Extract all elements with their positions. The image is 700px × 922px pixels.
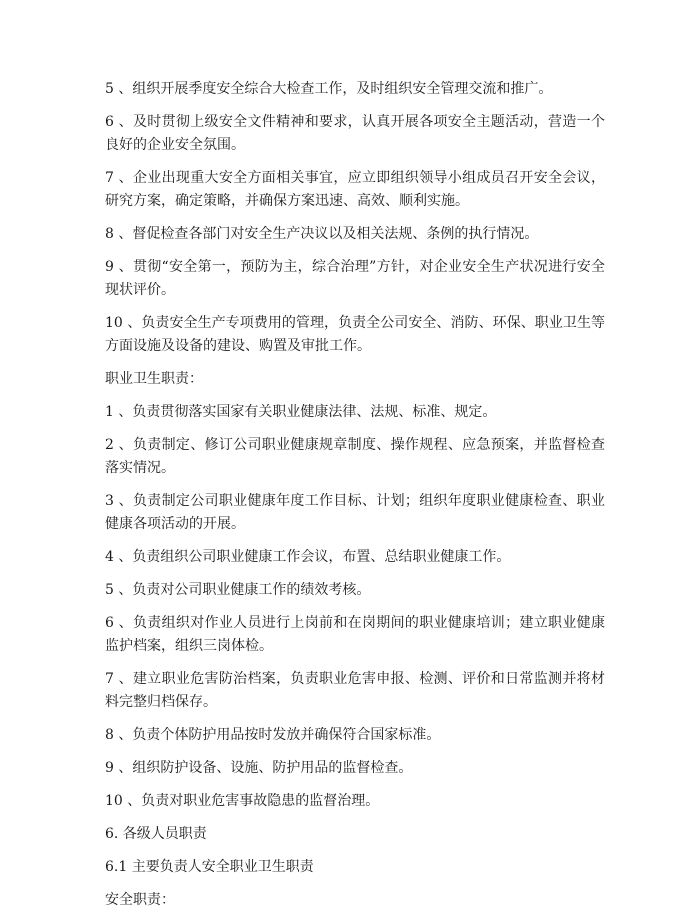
paragraph-health-item-1: 1 、负责贯彻落实国家有关职业健康法律、法规、标准、规定。 [105, 404, 497, 420]
paragraph-health-item-6: 6 、负责组织对作业人员进行上岗前和在岗期间的职业健康培训；建立职业健康监护档案，组织三岗体检。 [105, 615, 605, 654]
section-heading-6-personnel-duties: 6. 各级人员职责 [105, 826, 207, 842]
paragraph-health-item-8: 8 、负责个体防护用品按时发放并确保符合国家标准。 [105, 727, 441, 743]
paragraph-item-6-safety-activities: 6 、及时贯彻上级安全文件精神和要求，认真开展各项安全主题活动，营造一个良好的企业安全氛围。 [105, 114, 605, 153]
paragraph-health-item-10: 10 、负责对职业危害事故隐患的监督治理。 [105, 793, 380, 809]
paragraph-health-item-2: 2 、负责制定、修订公司职业健康规章制度、操作规程、应急预案，并监督检查落实情况。 [105, 437, 605, 476]
document-page [105, 78, 605, 922]
section-heading-occupational-health-duties: 职业卫生职责： [105, 371, 203, 387]
paragraph-health-item-9: 9 、组织防护设备、设施、防护用品的监督检查。 [105, 760, 413, 776]
paragraph-item-10-safety-expenses: 10 、负责安全生产专项费用的管理，负责全公司安全、消防、环保、职业卫生等方面设施及设备的建设、购置及审批工作。 [105, 315, 605, 354]
paragraph-item-9-safety-policy: 9 、贯彻“安全第一，预防为主，综合治理”方针，对企业安全生产状况进行安全现状评价。 [105, 259, 605, 298]
section-heading-6-1-principal-duties: 6.1 主要负责人安全职业卫生职责 [105, 859, 314, 875]
paragraph-health-item-4: 4 、负责组织公司职业健康工作会议，布置、总结职业健康工作。 [105, 549, 511, 565]
paragraph-item-7-major-safety-meeting: 7 、企业出现重大安全方面相关事宜，应立即组织领导小组成员召开安全会议，研究方案，确定策略，并确保方案迅速、高效、顺利实施。 [105, 170, 605, 209]
paragraph-health-item-7: 7 、建立职业危害防治档案，负责职业危害申报、检测、评价和日常监测并将材料完整归档保存。 [105, 671, 605, 710]
section-heading-safety-duties: 安全职责： [105, 892, 175, 908]
paragraph-item-8-supervise-departments: 8 、督促检查各部门对安全生产决议以及相关法规、条例的执行情况。 [105, 226, 539, 242]
paragraph-item-5-quarterly-inspection: 5 、组织开展季度安全综合大检查工作，及时组织安全管理交流和推广。 [105, 81, 553, 97]
paragraph-health-item-3: 3 、负责制定公司职业健康年度工作目标、计划；组织年度职业健康检查、职业健康各项活动的开展。 [105, 493, 605, 532]
paragraph-health-item-5: 5 、负责对公司职业健康工作的绩效考核。 [105, 582, 371, 598]
